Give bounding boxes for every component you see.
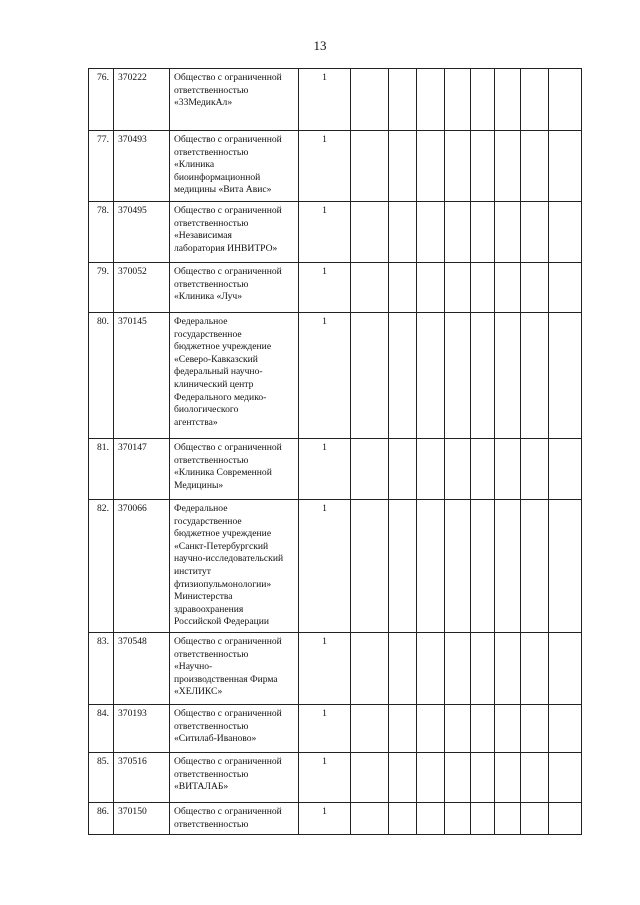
count-cell: 1 [299,632,351,704]
empty-cell [389,752,417,802]
organization-name-line: Общество с ограниченной [174,707,282,719]
empty-cell [389,131,417,202]
page-number: 13 [313,38,327,53]
organization-name [170,69,299,131]
empty-cell [351,500,389,633]
empty-cell [351,802,389,834]
organization-name-line: федеральный научно- [174,366,263,378]
row-number: 78. [89,202,114,263]
empty-cell [389,632,417,704]
empty-cell [521,632,549,704]
organization-code: 370548 [114,632,170,704]
empty-cell [389,202,417,263]
table-row [89,632,582,704]
organization-name-line: ответственностью [174,146,249,158]
organization-code: 370066 [114,500,170,633]
registry-table [88,68,582,835]
empty-cell [471,500,495,633]
organization-name-line: фтизиопульмонологии» [174,578,272,590]
organization-name [170,202,299,263]
empty-cell [471,69,495,131]
organization-name-line: научно-исследовательский [174,553,284,565]
table-row [89,263,582,313]
empty-cell [521,263,549,313]
count-cell: 1 [299,752,351,802]
count-cell: 1 [299,704,351,752]
organization-name-line: Общество с ограниченной [174,72,282,83]
count-cell: 1 [299,313,351,439]
table-row [89,752,582,802]
empty-cell [351,752,389,802]
empty-cell [521,313,549,439]
organization-code: 370150 [114,802,170,834]
count-cell: 1 [299,131,351,202]
organization-code: 370222 [114,69,170,131]
empty-cell [417,263,445,313]
organization-name [170,131,299,202]
empty-cell [549,802,582,834]
empty-cell [417,202,445,263]
empty-cell [445,313,471,439]
table-row [89,313,582,439]
organization-code: 370493 [114,131,170,202]
organization-name-line: клинический центр [174,378,254,390]
empty-cell [471,263,495,313]
empty-cell [521,500,549,633]
empty-cell [471,752,495,802]
organization-name-line: Российской Федерации [174,616,269,628]
organization-name-line: медицины «Вита Авис» [174,184,272,196]
organization-name-line: институт [174,565,211,577]
organization-name-line: ответственностью [174,720,249,732]
organization-name-line: производственная Фирма [174,673,278,685]
organization-name-line: Министерства [174,591,233,603]
empty-cell [521,704,549,752]
organization-name-line: «Клиника «Луч» [174,291,243,303]
organization-code: 370516 [114,752,170,802]
empty-cell [495,131,521,202]
empty-cell [417,439,445,500]
empty-cell [471,313,495,439]
organization-name-line: Общество с ограниченной [174,442,282,453]
organization-code: 370052 [114,263,170,313]
organization-name-line: Общество с ограниченной [174,266,282,277]
empty-cell [495,632,521,704]
table-row [89,704,582,752]
organization-name-line: Общество с ограниченной [174,205,282,216]
organization-name-line: биоинформационной [174,171,261,183]
row-number: 85. [89,752,114,802]
empty-cell [445,500,471,633]
empty-cell [495,313,521,439]
organization-name [170,263,299,313]
empty-cell [389,263,417,313]
empty-cell [495,263,521,313]
empty-cell [471,632,495,704]
empty-cell [351,263,389,313]
row-number: 86. [89,802,114,834]
empty-cell [495,69,521,131]
organization-name-line: лаборатория ИНВИТРО» [174,242,278,254]
table-row [89,500,582,633]
organization-name-line: Федерального медико- [174,391,267,403]
empty-cell [521,802,549,834]
row-number: 79. [89,263,114,313]
organization-name [170,313,299,439]
count-cell: 1 [299,439,351,500]
organization-name [170,802,299,834]
organization-name-line: «Независимая [174,230,232,242]
organization-name-line: ответственностью [174,818,249,830]
organization-name-line: «33МедикАл» [174,97,233,109]
organization-name-line: «Санкт-Петербургский [174,540,269,552]
row-number: 84. [89,704,114,752]
empty-cell [521,202,549,263]
empty-cell [389,439,417,500]
organization-name-line: ответственностью [174,278,249,290]
empty-cell [471,131,495,202]
organization-name-line: Федеральное [174,316,228,327]
empty-cell [549,202,582,263]
organization-name [170,752,299,802]
empty-cell [471,802,495,834]
count-cell: 1 [299,69,351,131]
empty-cell [445,632,471,704]
empty-cell [351,632,389,704]
table-row [89,131,582,202]
empty-cell [417,752,445,802]
row-number: 80. [89,313,114,439]
organization-code: 370145 [114,313,170,439]
empty-cell [417,313,445,439]
organization-name-line: «Научно- [174,661,213,673]
empty-cell [417,704,445,752]
empty-cell [389,802,417,834]
organization-code: 370495 [114,202,170,263]
empty-cell [495,752,521,802]
empty-cell [445,202,471,263]
row-number: 82. [89,500,114,633]
organization-name-line: Общество с ограниченной [174,635,282,647]
empty-cell [549,704,582,752]
empty-cell [549,500,582,633]
empty-cell [549,439,582,500]
organization-code: 370193 [114,704,170,752]
table-row [89,439,582,500]
empty-cell [495,704,521,752]
empty-cell [351,202,389,263]
empty-cell [417,131,445,202]
row-number: 81. [89,439,114,500]
organization-name [170,439,299,500]
row-number: 76. [89,69,114,131]
empty-cell [495,202,521,263]
empty-cell [351,704,389,752]
organization-name-line: «ВИТАЛАБ» [174,781,229,793]
empty-cell [445,131,471,202]
organization-name-line: «Клиника [174,159,215,171]
organization-name-line: биологического [174,404,239,416]
organization-name-line: государственное [174,328,242,340]
organization-name-line: ответственностью [174,768,249,780]
organization-name-line: «Клиника Современной [174,467,272,479]
organization-name-line: Общество с ограниченной [174,805,282,817]
empty-cell [351,439,389,500]
organization-name-line: ответственностью [174,217,249,229]
organization-name-line: бюджетное учреждение [174,341,272,353]
empty-cell [495,802,521,834]
empty-cell [445,439,471,500]
empty-cell [445,69,471,131]
organization-name-line: Федеральное [174,503,228,514]
organization-name-line: Общество с ограниченной [174,134,282,145]
empty-cell [521,439,549,500]
empty-cell [445,263,471,313]
empty-cell [471,202,495,263]
organization-name-line: ответственностью [174,454,249,466]
empty-cell [521,752,549,802]
organization-name [170,500,299,633]
row-number: 83. [89,632,114,704]
organization-name-line: Медицины» [174,479,224,491]
organization-code: 370147 [114,439,170,500]
count-cell: 1 [299,500,351,633]
empty-cell [471,439,495,500]
empty-cell [351,69,389,131]
organization-name-line: ответственностью [174,648,249,660]
organization-name [170,632,299,704]
empty-cell [549,313,582,439]
empty-cell [389,69,417,131]
empty-cell [351,313,389,439]
empty-cell [521,131,549,202]
empty-cell [445,802,471,834]
empty-cell [417,69,445,131]
organization-name-line: «Ситилаб-Иваново» [174,733,257,745]
organization-name [170,704,299,752]
organization-name-line: «Северо-Кавказский [174,353,258,365]
empty-cell [549,69,582,131]
empty-cell [549,752,582,802]
empty-cell [445,752,471,802]
organization-name-line: бюджетное учреждение [174,528,272,540]
empty-cell [389,500,417,633]
table-row [89,69,582,131]
empty-cell [549,263,582,313]
empty-cell [549,131,582,202]
organization-name-line: «ХЕЛИКС» [174,686,223,698]
empty-cell [445,704,471,752]
empty-cell [417,632,445,704]
empty-cell [389,704,417,752]
empty-cell [351,131,389,202]
organization-name-line: агентства» [174,416,218,428]
empty-cell [417,802,445,834]
organization-name-line: Общество с ограниченной [174,755,282,767]
row-number: 77. [89,131,114,202]
empty-cell [471,704,495,752]
empty-cell [495,439,521,500]
organization-name-line: ответственностью [174,84,249,96]
empty-cell [549,632,582,704]
empty-cell [417,500,445,633]
empty-cell [389,313,417,439]
table-row [89,802,582,834]
count-cell: 1 [299,802,351,834]
table-row [89,202,582,263]
empty-cell [521,69,549,131]
organization-name-line: здравоохранения [174,603,244,615]
count-cell: 1 [299,263,351,313]
organization-name-line: государственное [174,515,242,527]
count-cell: 1 [299,202,351,263]
empty-cell [495,500,521,633]
